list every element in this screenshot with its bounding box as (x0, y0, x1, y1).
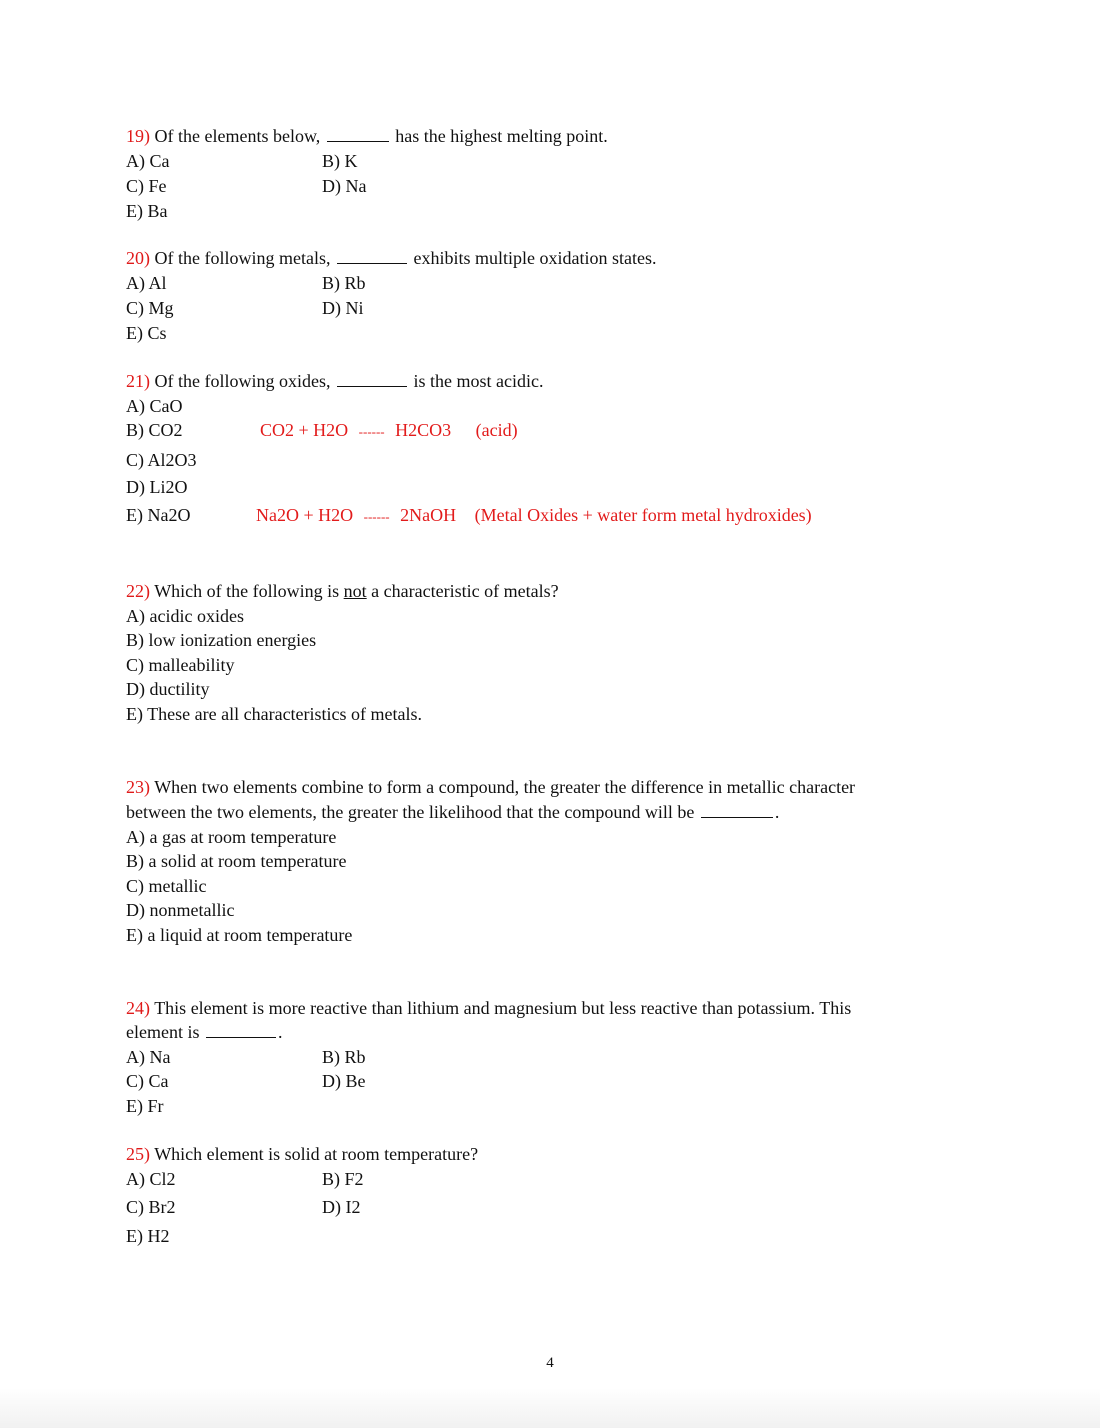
question-text: When two elements combine to form a compound, the greater the difference in metallic character (154, 777, 856, 797)
option-d: D) ductility (126, 679, 210, 699)
option-e: E) a liquid at room temperature (126, 925, 353, 945)
reaction-arrow: ------ (363, 509, 390, 524)
reaction-reactants: CO2 + H2O (260, 420, 349, 440)
option-d: D) Be (322, 1071, 366, 1091)
option-d: D) I2 (322, 1197, 361, 1217)
question-period: . (774, 802, 780, 822)
question-24-stem (126, 996, 851, 1020)
co2-reaction-annotation (260, 418, 518, 444)
option-e: E) Na2O (126, 505, 191, 525)
option-b: B) Rb (322, 1047, 366, 1067)
answer-blank (337, 372, 407, 387)
option-c: C) malleability (126, 655, 235, 675)
option-a: A) CaO (126, 396, 183, 416)
option-a: A) Ca (126, 151, 170, 171)
question-text: element is (126, 1022, 200, 1042)
option-c: C) Mg (126, 298, 174, 318)
option-c: C) Ca (126, 1071, 169, 1091)
question-23-stem (126, 775, 855, 799)
question-24-stem-continued (126, 1020, 282, 1044)
option-d: D) Li2O (126, 477, 188, 497)
option-c: C) Br2 (126, 1197, 176, 1217)
option-d: D) nonmetallic (126, 900, 235, 920)
answer-blank (701, 803, 773, 818)
option-c: C) metallic (126, 876, 207, 896)
question-23-stem-continued (126, 800, 779, 824)
question-number: 20) (126, 248, 150, 268)
option-e: E) Cs (126, 323, 167, 343)
question-text: Which of the following is (154, 581, 340, 601)
reaction-arrow: ------ (358, 424, 385, 439)
option-a: A) a gas at room temperature (126, 827, 337, 847)
option-e: E) These are all characteristics of metals. (126, 704, 423, 724)
question-19-stem (126, 124, 608, 148)
question-text: Of the following metals, (154, 248, 331, 268)
reaction-note: (acid) (475, 420, 518, 440)
option-a: A) Al (126, 273, 167, 293)
question-text: Which element is solid at room temperature? (154, 1144, 479, 1164)
question-period: . (277, 1022, 283, 1042)
option-e: E) Fr (126, 1096, 164, 1116)
question-number: 23) (126, 777, 150, 797)
option-e: E) Ba (126, 201, 168, 221)
option-b: B) a solid at room temperature (126, 851, 347, 871)
answer-blank (337, 249, 407, 264)
reaction-product: 2NaOH (400, 505, 457, 525)
option-b: B) F2 (322, 1169, 364, 1189)
reaction-reactants: Na2O + H2O (256, 505, 354, 525)
page-bottom-edge (0, 1388, 1100, 1428)
question-text: Of the following oxides, (154, 371, 331, 391)
question-text: This element is more reactive than lithium and magnesium but less reactive than potassium. This (154, 998, 852, 1018)
answer-blank (327, 127, 389, 142)
option-b: B) low ionization energies (126, 630, 317, 650)
question-number: 24) (126, 998, 150, 1018)
option-c: C) Fe (126, 176, 167, 196)
question-number: 25) (126, 1144, 150, 1164)
option-a: A) Cl2 (126, 1169, 176, 1189)
question-21-stem (126, 369, 543, 393)
question-emphasis: not (343, 581, 367, 601)
option-b: B) CO2 (126, 420, 183, 440)
na2o-reaction-annotation (256, 503, 812, 529)
question-25-stem (126, 1142, 478, 1166)
question-number: 21) (126, 371, 150, 391)
question-number: 22) (126, 581, 150, 601)
question-number: 19) (126, 126, 150, 146)
question-20-stem (126, 246, 656, 270)
question-text: Of the elements below, (154, 126, 321, 146)
question-text: exhibits multiple oxidation states. (413, 248, 657, 268)
option-b: B) Rb (322, 273, 366, 293)
option-a: A) Na (126, 1047, 171, 1067)
option-a: A) acidic oxides (126, 606, 244, 626)
reaction-note: (Metal Oxides + water form metal hydroxides) (474, 505, 812, 525)
question-text: a characteristic of metals? (371, 581, 559, 601)
question-22-stem (126, 579, 559, 603)
question-text: between the two elements, the greater the likelihood that the compound will be (126, 802, 695, 822)
page-number: 4 (546, 1355, 554, 1371)
question-text: has the highest melting point. (395, 126, 608, 146)
option-c: C) Al2O3 (126, 450, 197, 470)
question-text: is the most acidic. (413, 371, 544, 391)
answer-blank (206, 1023, 276, 1038)
option-d: D) Na (322, 176, 367, 196)
option-d: D) Ni (322, 298, 364, 318)
reaction-product: H2CO3 (395, 420, 452, 440)
option-b: B) K (322, 151, 358, 171)
option-e: E) H2 (126, 1226, 170, 1246)
